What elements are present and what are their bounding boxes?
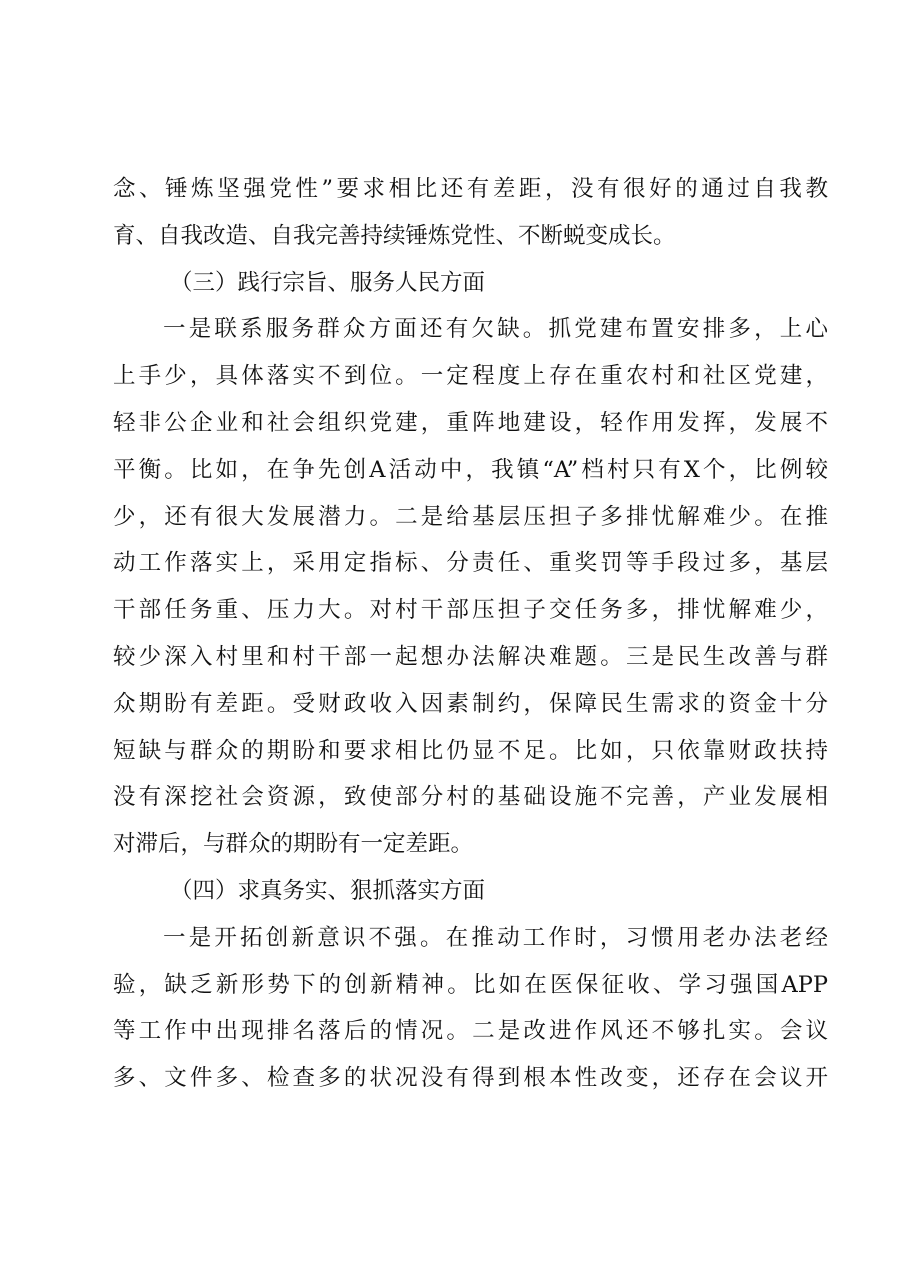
document-body [113,166,828,1102]
paragraph-line: 轻非公企业和社会组织党建，重阵地建设，轻作用发挥，发展不 [113,409,828,436]
paragraph-line: 短缺与群众的期盼和要求相比仍显不足。比如，只依靠财政扶持 [113,737,828,764]
paragraph-line: 对滞后，与群众的期盼有一定差距。 [113,831,474,858]
paragraph-line: 平衡。比如，在争先创A活动中，我镇“A”档村只有X个，比例较 [113,456,828,483]
paragraph-line: 较少深入村里和村干部一起想办法解决难题。三是民生改善与群 [113,643,828,670]
paragraph-line: 干部任务重、压力大。对村干部压担子交任务多，排忧解难少， [113,597,828,624]
paragraph-line: 众期盼有差距。受财政收入因素制约，保障民生需求的资金十分 [113,690,828,717]
paragraph-line: 多、文件多、检查多的状况没有得到根本性改变，还存在会议开 [113,1065,828,1092]
paragraph-line: 念、锤炼坚强党性”要求相比还有差距，没有很好的通过自我教 [113,176,828,202]
paragraph-line: 没有深挖社会资源，致使部分村的基础设施不完善，产业发展相 [113,784,828,811]
paragraph-line: 少，还有很大发展潜力。二是给基层压担子多排忧解难少。在推 [113,503,828,530]
paragraph-line: 一是联系服务群众方面还有欠缺。抓党建布置安排多，上心 [163,316,828,343]
section-heading: （四）求真务实、狠抓落实方面 [170,877,486,904]
section-heading: （三）践行宗旨、服务人民方面 [170,269,486,296]
paragraph-line: 育、自我改造、自我完善持续锤炼党性、不断蜕变成长。 [113,222,676,249]
paragraph-line: 上手少，具体落实不到位。一定程度上存在重农村和社区党建， [113,363,828,390]
paragraph-line: 验，缺乏新形势下的创新精神。比如在医保征收、学习强国APP [113,971,828,998]
paragraph-line: 一是开拓创新意识不强。在推动工作时，习惯用老办法老经 [163,924,828,951]
paragraph-line: 等工作中出现排名落后的情况。二是改进作风还不够扎实。会议 [113,1018,828,1045]
paragraph-line: 动工作落实上，采用定指标、分责任、重奖罚等手段过多，基层 [113,550,828,577]
